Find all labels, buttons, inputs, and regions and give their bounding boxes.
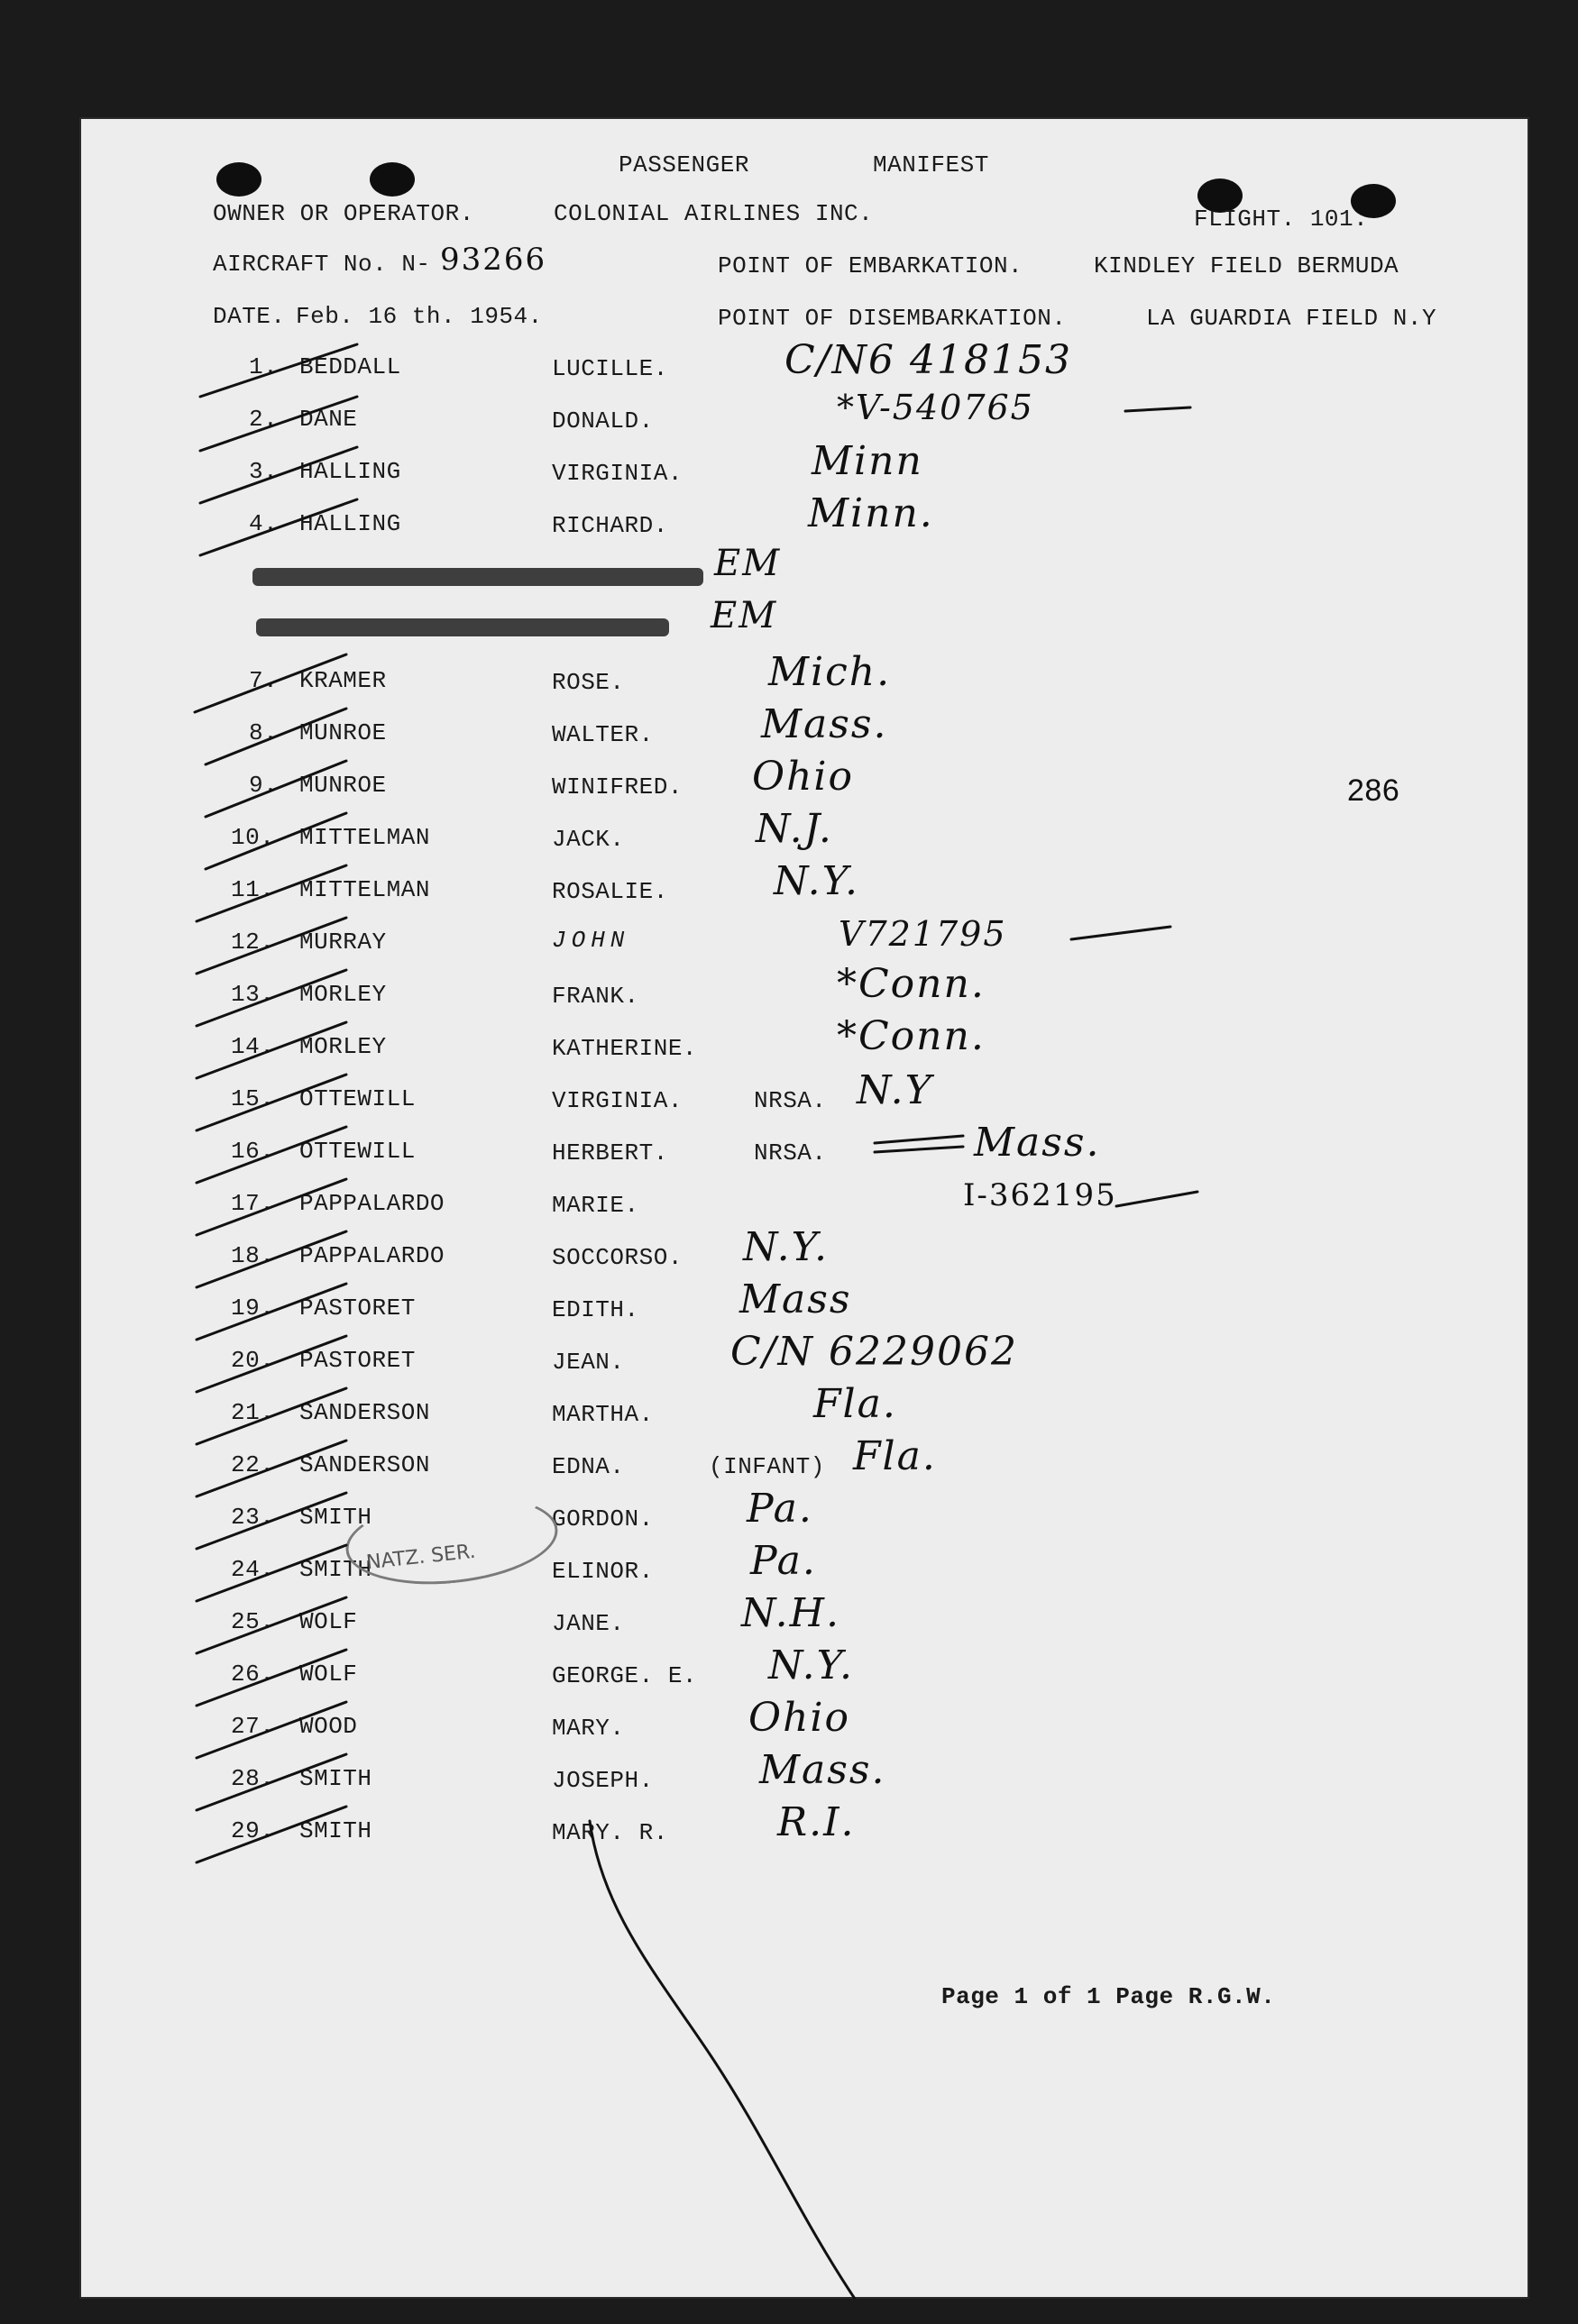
first-name: MARIE. — [552, 1192, 639, 1219]
title-passenger: PASSENGER — [619, 151, 749, 178]
date-label: DATE. — [213, 303, 286, 330]
last-name: SMITH — [299, 1765, 372, 1792]
first-name: GEORGE. E. — [552, 1662, 698, 1689]
handwritten-note: Mass — [739, 1276, 852, 1322]
handwritten-note: Ohio — [748, 1695, 850, 1741]
pen-marks — [79, 117, 1529, 2299]
disembark-label: POINT OF DISEMBARKATION. — [718, 305, 1067, 332]
first-name: LUCILLE. — [552, 355, 668, 382]
first-name: WALTER. — [552, 721, 654, 748]
strike-mark — [197, 1493, 346, 1549]
handwritten-note: N.H. — [741, 1590, 841, 1636]
first-name: DONALD. — [552, 407, 654, 435]
first-name: SOCCORSO. — [552, 1244, 683, 1271]
last-name: MORLEY — [299, 981, 387, 1008]
strike-mark — [197, 970, 346, 1026]
last-name: MURRAY — [299, 929, 387, 956]
row-number: 17. — [231, 1190, 275, 1217]
date-value: Feb. 16 th. 1954. — [296, 303, 543, 330]
strike-mark — [197, 1650, 346, 1706]
aircraft-label: AIRCRAFT No. N- — [213, 251, 431, 278]
handwritten-note: Fla. — [813, 1381, 897, 1427]
crossout-mark — [875, 1147, 963, 1152]
strike-mark — [206, 709, 346, 764]
first-name: EDITH. — [552, 1296, 639, 1323]
last-name: DANE — [299, 406, 358, 433]
disembark-value: LA GUARDIA FIELD N.Y — [1146, 305, 1437, 332]
dash-mark — [1125, 407, 1190, 411]
row-number: 10. — [231, 824, 275, 851]
row-number: 27. — [231, 1713, 275, 1740]
last-name: MORLEY — [299, 1033, 387, 1060]
last-name: SMITH — [299, 1817, 372, 1844]
dash-mark — [1071, 927, 1170, 939]
strike-mark — [197, 1231, 346, 1287]
last-name: SANDERSON — [299, 1451, 430, 1478]
strike-mark — [197, 1022, 346, 1078]
first-name: WINIFRED. — [552, 773, 683, 801]
page-number: 286 — [1347, 773, 1400, 808]
row-number: 25. — [231, 1608, 275, 1635]
strike-mark — [197, 1441, 346, 1496]
handwritten-note: N.Y — [857, 1067, 933, 1113]
row-number: 20. — [231, 1347, 275, 1374]
handwritten-note: Minn — [812, 438, 923, 484]
handwritten-note: Pa. — [750, 1538, 817, 1584]
handwritten-note: Fla. — [853, 1433, 937, 1479]
row-number: 28. — [231, 1765, 275, 1792]
embark-value: KINDLEY FIELD BERMUDA — [1094, 252, 1399, 279]
strike-mark — [200, 397, 357, 451]
row-number: 29. — [231, 1817, 275, 1844]
stamp-text: NATZ. SER. — [365, 1540, 477, 1575]
strike-mark — [200, 344, 357, 397]
strike-mark — [197, 1075, 346, 1130]
first-name: ROSALIE. — [552, 878, 668, 905]
owner-label: OWNER OR OPERATOR. — [213, 200, 474, 227]
strike-mark — [195, 654, 346, 712]
row-number: 22. — [231, 1451, 275, 1478]
last-name: PASTORET — [299, 1347, 416, 1374]
last-name: MUNROE — [299, 772, 387, 799]
first-name: RICHARD. — [552, 512, 668, 539]
handwritten-note: Mass. — [974, 1120, 1101, 1166]
last-name: MUNROE — [299, 719, 387, 746]
handwritten-note: Minn. — [808, 490, 934, 536]
handwritten-note: C/N 6229062 — [730, 1329, 1018, 1375]
last-name: SANDERSON — [299, 1399, 430, 1426]
handwritten-note: N.J. — [756, 806, 833, 852]
last-name: OTTEWILL — [299, 1138, 416, 1165]
status-code: (INFANT) — [709, 1453, 825, 1480]
handwritten-note: C/N6 418153 — [784, 337, 1072, 383]
last-name: WOLF — [299, 1661, 358, 1688]
row-number: 21. — [231, 1399, 275, 1426]
first-name: MARTHA. — [552, 1401, 654, 1428]
last-name: PAPPALARDO — [299, 1242, 445, 1269]
strike-mark — [206, 761, 346, 817]
first-name: ROSE. — [552, 669, 625, 696]
first-name: EDNA. — [552, 1453, 625, 1480]
last-name: OTTEWILL — [299, 1085, 416, 1112]
last-name: SMITH — [299, 1504, 372, 1531]
last-name: HALLING — [299, 510, 401, 537]
strike-mark — [197, 1179, 346, 1235]
first-name: GORDON. — [552, 1505, 654, 1533]
strike-mark — [200, 499, 357, 555]
row-number: 7. — [249, 667, 279, 694]
row-number: 19. — [231, 1295, 275, 1322]
owner-value: COLONIAL AIRLINES INC. — [554, 200, 874, 227]
embark-label: POINT OF EMBARKATION. — [718, 252, 1023, 279]
strike-mark — [197, 865, 346, 921]
strike-mark — [197, 1597, 346, 1653]
handwritten-note: R.I. — [777, 1799, 856, 1845]
page-footer: Page 1 of 1 Page R.G.W. — [941, 1983, 1276, 2010]
last-name: KRAMER — [299, 667, 387, 694]
last-name: SMITH — [299, 1556, 372, 1583]
last-name: WOLF — [299, 1608, 358, 1635]
row-number: 14. — [231, 1033, 275, 1060]
last-name: WOOD — [299, 1713, 358, 1740]
handwritten-note: Ohio — [752, 754, 854, 800]
flight-number: FLIGHT. 101. — [1194, 206, 1369, 233]
strike-mark — [197, 1545, 346, 1601]
handwritten-note: Pa. — [747, 1486, 813, 1532]
first-name: VIRGINIA. — [552, 460, 683, 487]
row-number: 18. — [231, 1242, 275, 1269]
dash-mark — [1116, 1192, 1197, 1206]
row-number: 13. — [231, 981, 275, 1008]
handwritten-note: Mass. — [759, 1747, 886, 1793]
strike-mark — [197, 1754, 346, 1810]
last-name: BEDDALL — [299, 353, 401, 380]
handwritten-note: N.Y. — [774, 858, 860, 904]
row-number: 12. — [231, 929, 275, 956]
first-name: ELINOR. — [552, 1558, 654, 1585]
handwritten-note: V721795 — [839, 914, 1007, 954]
handwritten-note: N.Y. — [768, 1642, 855, 1688]
row-number: 11. — [231, 876, 275, 903]
row-number: 26. — [231, 1661, 275, 1688]
handwritten-note: I-362195 — [963, 1177, 1117, 1213]
first-name: VIRGINIA. — [552, 1087, 683, 1114]
first-name: JEAN. — [552, 1349, 625, 1376]
handwritten-note: EM — [714, 543, 782, 584]
last-name: MITTELMAN — [299, 876, 430, 903]
row-number: 23. — [231, 1504, 275, 1531]
first-name: JOHN — [552, 927, 630, 954]
handwritten-note: N.Y. — [743, 1224, 830, 1270]
row-number: 8. — [249, 719, 279, 746]
row-number: 3. — [249, 458, 279, 485]
first-name: HERBERT. — [552, 1139, 668, 1167]
strike-mark — [197, 1702, 346, 1758]
handwritten-note: Mass. — [761, 701, 888, 747]
first-name: FRANK. — [552, 983, 639, 1010]
row-number: 4. — [249, 510, 279, 537]
last-name: PASTORET — [299, 1295, 416, 1322]
last-name: PAPPALARDO — [299, 1190, 445, 1217]
strike-mark — [197, 1336, 346, 1392]
strike-mark — [197, 1127, 346, 1183]
row-number: 1. — [249, 353, 279, 380]
row-number: 24. — [231, 1556, 275, 1583]
strike-mark — [197, 1388, 346, 1444]
handwritten-note: EM — [711, 595, 778, 636]
row-number: 16. — [231, 1138, 275, 1165]
row-number: 15. — [231, 1085, 275, 1112]
first-name: JACK. — [552, 826, 625, 853]
first-name: KATHERINE. — [552, 1035, 698, 1062]
last-name: MITTELMAN — [299, 824, 430, 851]
manifest-page — [79, 117, 1529, 2299]
crossout-mark — [875, 1136, 963, 1143]
first-name: JANE. — [552, 1610, 625, 1637]
handwritten-note: *V-540765 — [837, 388, 1034, 427]
status-code: NRSA. — [754, 1139, 827, 1167]
aircraft-value: 93266 — [440, 242, 547, 278]
strike-mark — [206, 813, 346, 869]
strike-mark — [197, 1807, 346, 1862]
status-code: NRSA. — [754, 1087, 827, 1114]
handwritten-note: *Conn. — [837, 961, 986, 1007]
row-number: 9. — [249, 772, 279, 799]
last-name: HALLING — [299, 458, 401, 485]
row-number: 2. — [249, 406, 279, 433]
first-name: MARY. R. — [552, 1819, 668, 1846]
pen-line — [590, 1821, 855, 2299]
first-name: MARY. — [552, 1715, 625, 1742]
strike-mark — [200, 447, 357, 503]
first-name: JOSEPH. — [552, 1767, 654, 1794]
handwritten-note: Mich. — [768, 649, 892, 695]
strike-mark — [197, 1284, 346, 1340]
strike-mark — [197, 918, 346, 974]
handwritten-note: *Conn. — [837, 1013, 986, 1059]
title-manifest: MANIFEST — [873, 151, 989, 178]
